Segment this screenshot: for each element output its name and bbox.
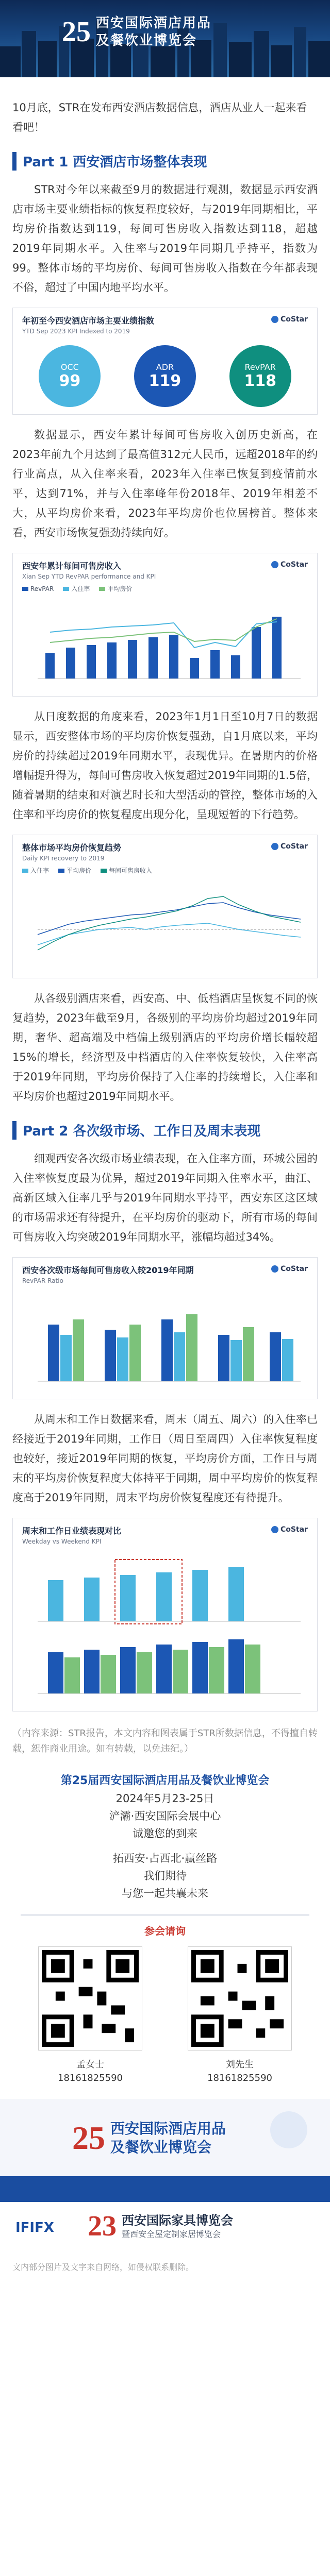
part2-paragraph-1: 细观西安各次级市场业绩表现，在入住率方面，环城公园的入住率恢复度最为优异，超过2019年同期入住率水平，曲江、高新区域入住率几乎与2019年同期水平持平，西安东区这区域的市场需求还有待提升，在平均房价的驱动下，所有市场的每间可售房收入均突破2019年同期水平，涨幅均超过34%。 [12,1153,318,1243]
daily-kpi-chart-card [12,835,318,978]
kpi-occ-circle: OCC 99 [39,345,101,407]
chart3-legend: 入住率 平均房价 每间可售房收入 [22,866,308,875]
costar-logo: CoStar [271,1265,308,1273]
section-heading-part1 [12,151,318,171]
chart4-subtitle: RevPAR Ratio [22,1277,63,1284]
intro-paragraph: 10月底，STR在发布西安酒店数据信息，酒店从业人一起来看看吧！ [12,101,307,133]
hero-title-line2: 及餐饮业博览会 [96,33,197,48]
submarket-bar-chart [22,1289,306,1392]
costar-icon [271,843,278,850]
contact-title: 参会请询 [144,1925,186,1937]
banner2-number: 25 [72,2120,105,2156]
kpi-card [12,308,318,415]
weekday-weekend-chart-card [12,1518,318,1711]
event-venue: 浐灞·西安国际会展中心 [109,1810,221,1822]
qr-contact-person: 孟女士 [76,2059,104,2070]
banner3-number: 23 [88,2210,117,2242]
part1-paragraph-1: STR对今年以来截至9月的数据进行观测，数据显示西安酒店市场主要业绩指标的恢复程度较好，与2019年同期相比，平均房价指数达到119，每间可售房收入指数达到118，超越2019年同期水平。入住率与2019年同期几乎持平，指数为99。整体市场的平均房价、每间可售房收入指数在今年都表现不俗，超过了中国内地平均水平。 [12,183,318,294]
chart2-legend: RevPAR 入住率 平均房价 [22,584,308,593]
event-slogan-3: 与您一起共襄未来 [122,1887,208,1900]
contact-section [21,1914,309,2083]
event-invite: 诚邀您的到来 [133,1827,197,1840]
revpar-ytd-chart-card [12,553,318,697]
banner3-brand: IFIFX [15,2220,54,2235]
section-heading-part2 [12,1121,318,1140]
costar-logo: CoStar [271,315,308,324]
hero-number: 25 [62,16,91,48]
costar-logo: CoStar [271,561,308,569]
daily-kpi-line-chart [22,878,306,971]
part1-paragraph-3: 从日度数据的角度来看，2023年1月1日至10月7日的数据显示，西安整体市场的平均房价恢复强劲，自1月底以来，平均房价的持续超过2019年同期水平，表现优异。在暑期内的价格增幅提升得为，每间可售房收入恢复超过2019年同期的1.5倍，随着暑期的结束和对演艺时长和大型活动的管控，整体市场的入住率和平均房价的恢复程度出现分化，呈现短暂的下行趋势。 [12,710,318,821]
part1-paragraph-2: 数据显示，西安年累计每间可售房收入创历史新高，在2023年前九个月达到了最高值312元人民币，远超2018年的约行业高点，从入住率来看，2023年入住率已恢复到疫情前水平，达到71%，并与入住率峰年份2018年、2019年相差不大，从平均房价来看，2023年平均房价也位居榜首。整体来看，西安市场恢复强劲持续向好。 [12,429,318,539]
part1-title: Part 1 西安酒店市场整体表现 [23,155,207,170]
qr-contact-phone[interactable]: 18161825590 [58,2073,123,2083]
event-name: 第25届西安国际酒店用品及餐饮业博览会 [60,1774,270,1787]
costar-icon [271,1526,278,1533]
qr-contact-2 [170,1947,309,2083]
chart5-title: 周末和工作日业绩表现对比 [22,1526,122,1536]
chart3-title: 整体市场平均房价恢复趋势 [22,843,122,853]
event-slogan-1: 拓西安·占西北·赢丝路 [112,1852,218,1865]
qr-code-image[interactable] [188,1947,291,2050]
source-note: （内容来源：STR报告，本文内容和图表属于STR所数据信息，不得擅自转载，恕作商业用途。如有转载，以免违纪。） [12,1728,318,1754]
kpi-adr-circle: ADR 119 [134,345,196,407]
heading-accent-bar [12,152,16,171]
chart2-title: 西安年累计每间可售房收入 [22,561,122,571]
banner3-line2: 暨西安全屋定制家居博览会 [122,2229,221,2239]
chart2-subtitle: Xian Sep YTD RevPAR performance and KPI [22,573,156,580]
event-slogan-2: 我们期待 [143,1870,187,1882]
kpi-card-title: 年初至今西安酒店市场主要业绩指数 [22,316,155,326]
furniture-expo-banner [0,2202,330,2253]
event-info [0,1772,330,1902]
revpar-ytd-bar-chart [22,596,306,689]
chart5-subtitle: Weekday vs Weekend KPI [22,1538,102,1545]
qr-contact-1 [21,1947,160,2083]
hero-logo [62,14,211,49]
costar-logo: CoStar [271,1526,308,1534]
chart4-title: 西安各次级市场每间可售房收入较2019年同期 [22,1265,194,1275]
costar-icon [271,1265,278,1273]
submarket-chart-card [12,1257,318,1399]
qr-code-image[interactable] [39,1947,142,2050]
qr-contact-phone[interactable]: 18161825590 [207,2073,272,2083]
costar-logo: CoStar [271,842,308,851]
hero-banner [0,0,330,77]
chart3-subtitle: Daily KPI recovery to 2019 [22,855,105,862]
part2-title: Part 2 各次级市场、工作日及周末表现 [23,1124,261,1139]
part2-paragraph-2: 从周末和工作日数据来看，周末（周五、周六）的入住率已经接近于2019年同期，工作日（周日至周四）入住率恢复程度也较好，接近2019年同期的恢复，平均房价方面，工作日与周末的平均房价恢复程度大体持平于同期，周中平均房价的恢复程度高于2019年同期，周末平均房价恢复程度还有待提升。 [12,1413,318,1504]
banner2-line1: 西安国际酒店用品 [110,2120,226,2137]
part1-paragraph-4: 从各级别酒店来看，西安高、中、低档酒店呈恢复不同的恢复趋势，2023年截至9月，各级别的平均房价均超过2019年同期，奢华、超高端及中档偏上级别酒店的平均房价增长幅较超15%的增长，经济型及中档酒店的入住率恢复较快，入住率高于2019年同期，平均房价保持了入住率的持续增长，入住率和平均房价也超过2019年同期水平。 [12,992,318,1103]
hero-title-line1: 西安国际酒店用品 [96,15,212,31]
kpi-revpar-circle: RevPAR 118 [229,345,291,407]
costar-icon [271,316,278,323]
weekday-weekend-bar-chart [22,1549,306,1704]
banner2-line2: 及餐饮业博览会 [110,2139,212,2156]
banner3-line1: 西安国际家具博览会 [122,2213,233,2228]
costar-icon [271,561,278,568]
event-date: 2024年5月23-25日 [116,1792,214,1805]
heading-accent-bar [12,1121,16,1140]
kpi-card-subtitle: YTD Sep 2023 KPI Indexed to 2019 [22,328,130,335]
footer-disclaimer: 文内部分图片及文字来自网络，如侵权联系删除。 [12,2262,194,2272]
expo-banner [0,2099,330,2202]
qr-contact-person: 刘先生 [226,2059,254,2070]
